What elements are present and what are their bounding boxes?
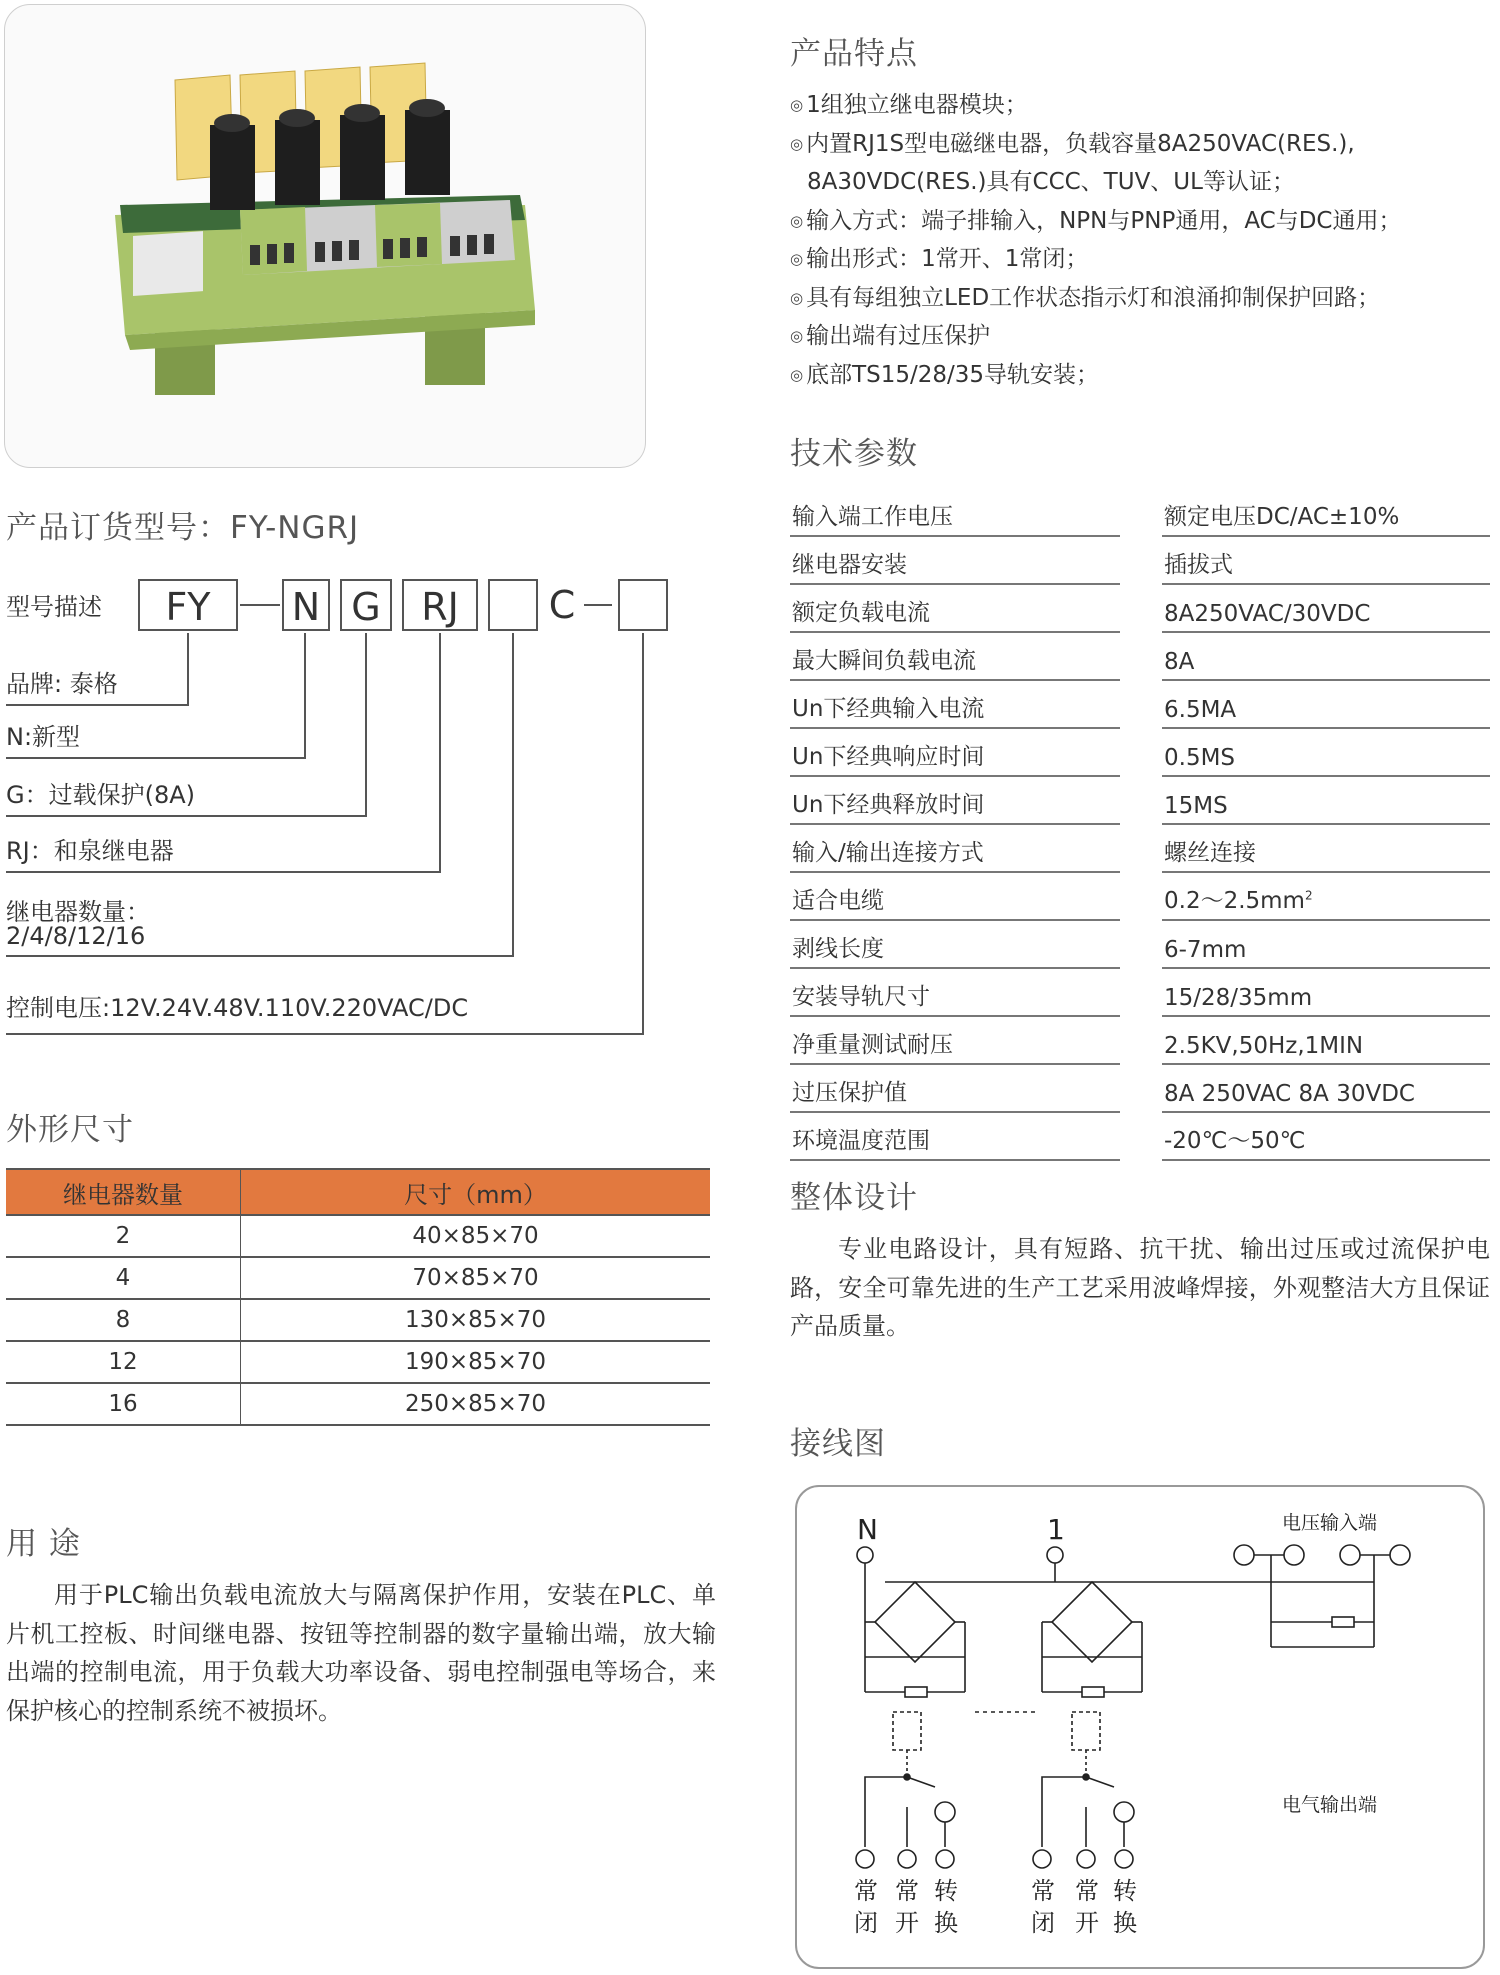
param-name: Un下经典输入电流 [790, 680, 1120, 728]
param-name: 适合电缆 [790, 872, 1120, 920]
term-label-nc-top: 常 [854, 1877, 878, 1905]
param-value: $0.2\sim 2.5mm^2$ [1162, 872, 1490, 920]
param-name: 剥线长度 [790, 920, 1120, 968]
model-desc-label: 型号描述 [6, 593, 102, 621]
param-name: 安装导轨尺寸 [790, 968, 1120, 1016]
param-row [790, 776, 1490, 824]
feature-item: ◎ 输入方式：端子排输入，NPN与PNP通用，AC与DC通用； [790, 207, 1402, 234]
param-row [790, 1064, 1490, 1112]
dim-count: 4 [6, 1257, 241, 1299]
param-row [790, 584, 1490, 632]
label-voltage: 控制电压:12V.24V.48V.110V.220VAC/DC [6, 994, 469, 1022]
param-name: 继电器安装 [790, 536, 1120, 584]
param-row [790, 536, 1490, 584]
param-row [790, 632, 1490, 680]
dim-row [6, 1383, 710, 1425]
bullet-icon: ◎ [790, 96, 804, 114]
dim-header-count: 继电器数量 [6, 1169, 241, 1215]
param-name: 过压保护值 [790, 1064, 1120, 1112]
dim-row [6, 1215, 710, 1257]
dim-row [6, 1341, 710, 1383]
dim-row [6, 1299, 710, 1341]
bullet-icon: ◎ [790, 134, 804, 153]
dim-count: 12 [6, 1341, 241, 1383]
dim-size: 70×85×70 [241, 1257, 711, 1299]
dim-size: 250×85×70 [241, 1383, 711, 1425]
features-title: 产品特点 [790, 36, 918, 72]
param-value: 螺丝连接 [1162, 824, 1490, 872]
term-label-no-bottom: 开 [1075, 1909, 1099, 1937]
param-row [790, 1112, 1490, 1160]
code-box-g: G [340, 579, 392, 631]
param-value: 8A 250VAC 8A 30VDC [1162, 1064, 1490, 1112]
usage-title: 用 途 [6, 1526, 81, 1562]
feature-item: ◎ 输出形式：1常开、1常闭； [790, 246, 1089, 272]
code-box-rj: RJ [402, 579, 478, 631]
term-label-no-bottom: 开 [895, 1909, 919, 1937]
design-text: 专业电路设计，具有短路、抗干扰、输出过压或过流保护电路，安全可靠先进的生产工艺采用波峰焊接，外观整洁大方且保证产品质量。 [790, 1235, 1490, 1340]
label-count-values: 2/4/8/12/16 [6, 922, 146, 950]
label-electrical-output: 电气输出端 [1282, 1794, 1378, 1816]
param-value: -20℃～50℃ [1162, 1112, 1490, 1160]
wiring-title: 接线图 [790, 1426, 886, 1462]
relay-channel-a [856, 1547, 965, 1868]
term-label-com-bottom: 换 [934, 1909, 958, 1937]
feature-item: ◎ 内置RJ1S型电磁继电器，负载容量8A250VAC(RES.), [790, 130, 1355, 157]
param-name: Un下经典释放时间 [790, 776, 1120, 824]
param-value: 8A250VAC/30VDC [1162, 584, 1490, 632]
feature-item: ◎ 底部TS15/28/35导轨安装； [790, 361, 1100, 388]
design-title: 整体设计 [790, 1180, 918, 1216]
param-value: 15MS [1162, 776, 1490, 824]
bullet-icon: ◎ [790, 327, 804, 345]
param-value: 插拔式 [1162, 536, 1490, 584]
code-letter-c: C [548, 583, 576, 627]
param-value: 6.5MA [1162, 680, 1490, 728]
wiring-schematic [797, 1487, 1485, 1969]
term-label-nc-top: 常 [1031, 1877, 1055, 1905]
dim-count: 16 [6, 1383, 241, 1425]
param-name: Un下经典响应时间 [790, 728, 1120, 776]
param-row [790, 920, 1490, 968]
relay-channel-b [1033, 1547, 1142, 1868]
label-brand: 品牌: 泰格 [6, 670, 118, 698]
param-name: 额定负载电流 [790, 584, 1120, 632]
dim-size: 130×85×70 [241, 1299, 711, 1341]
dim-header-size: 尺寸（mm） [241, 1169, 711, 1215]
param-value: 2.5KV,50Hz,1MIN [1162, 1016, 1490, 1064]
bullet-icon: ◎ [790, 365, 804, 384]
dim-size: 190×85×70 [241, 1341, 711, 1383]
label-1-terminal: 1 [1047, 1513, 1065, 1546]
label-n: N:新型 [6, 723, 81, 751]
dim-count: 8 [6, 1299, 241, 1341]
label-g: G：过载保护(8A) [6, 781, 196, 809]
param-name: 输入端工作电压 [790, 489, 1120, 536]
param-name: 输入/输出连接方式 [790, 824, 1120, 872]
feature-item: 8A30VDC(RES.)具有CCC、TUV、UL等认证； [807, 169, 1295, 195]
dim-count: 2 [6, 1215, 241, 1257]
param-name: 净重量测试耐压 [790, 1016, 1120, 1064]
order-title: 产品订货型号：FY-NGRJ [6, 510, 360, 546]
param-row [790, 1016, 1490, 1064]
bullet-icon: ◎ [790, 288, 804, 307]
wiring-diagram [795, 1485, 1485, 1969]
feature-item: ◎ 输出端有过压保护 [790, 323, 991, 349]
usage-text: 用于PLC输出负载电流放大与隔离保护作用，安装在PLC、单片机工控板、时间继电器、按钮等控制器的数字量输出端，放大输出端的控制电流，用于负载大功率设备、弱电控制强电等场合，来保护核心的控制系统不被损坏。 [6, 1581, 716, 1725]
term-label-com-top: 转 [1113, 1877, 1137, 1905]
dimension-table [6, 1168, 710, 1426]
label-rj: RJ：和泉继电器 [6, 837, 174, 865]
param-row [790, 489, 1490, 536]
param-name: 环境温度范围 [790, 1112, 1120, 1160]
param-row [790, 968, 1490, 1016]
tech-params-table [790, 489, 1490, 1161]
term-label-nc-bottom: 闭 [1031, 1909, 1055, 1937]
param-value: 额定电压DC/AC±10% [1162, 489, 1490, 536]
label-voltage-input: 电压输入端 [1282, 1512, 1378, 1534]
term-label-nc-bottom: 闭 [854, 1909, 878, 1937]
param-row [790, 728, 1490, 776]
code-box-fy: FY [138, 579, 238, 631]
term-label-com-top: 转 [934, 1877, 958, 1905]
dims-title: 外形尺寸 [6, 1112, 134, 1148]
features-list [790, 86, 1490, 394]
label-n-terminal: N [857, 1513, 878, 1546]
param-value: 8A [1162, 632, 1490, 680]
param-row [790, 680, 1490, 728]
param-row [790, 872, 1490, 920]
param-value: 15/28/35mm [1162, 968, 1490, 1016]
feature-item: ◎ 1组独立继电器模块； [790, 92, 1028, 118]
dim-size: 40×85×70 [241, 1215, 711, 1257]
feature-item: ◎ 具有每组独立LED工作状态指示灯和浪涌抑制保护回路； [790, 284, 1381, 311]
term-label-no-top: 常 [895, 1877, 919, 1905]
param-value: 0.5MS [1162, 728, 1490, 776]
param-row [790, 824, 1490, 872]
param-superscript: 2 [1304, 888, 1313, 903]
param-value: 6-7mm [1162, 920, 1490, 968]
term-label-no-top: 常 [1075, 1877, 1099, 1905]
bullet-icon: ◎ [790, 250, 804, 268]
dim-row [6, 1257, 710, 1299]
label-count: 继电器数量： [6, 898, 150, 926]
tech-title: 技术参数 [790, 436, 918, 472]
code-box-n: N [282, 579, 330, 631]
bullet-icon: ◎ [790, 211, 804, 230]
param-name: 最大瞬间负载电流 [790, 632, 1120, 680]
model-tree-lines [0, 0, 720, 1040]
term-label-com-bottom: 换 [1113, 1909, 1137, 1937]
